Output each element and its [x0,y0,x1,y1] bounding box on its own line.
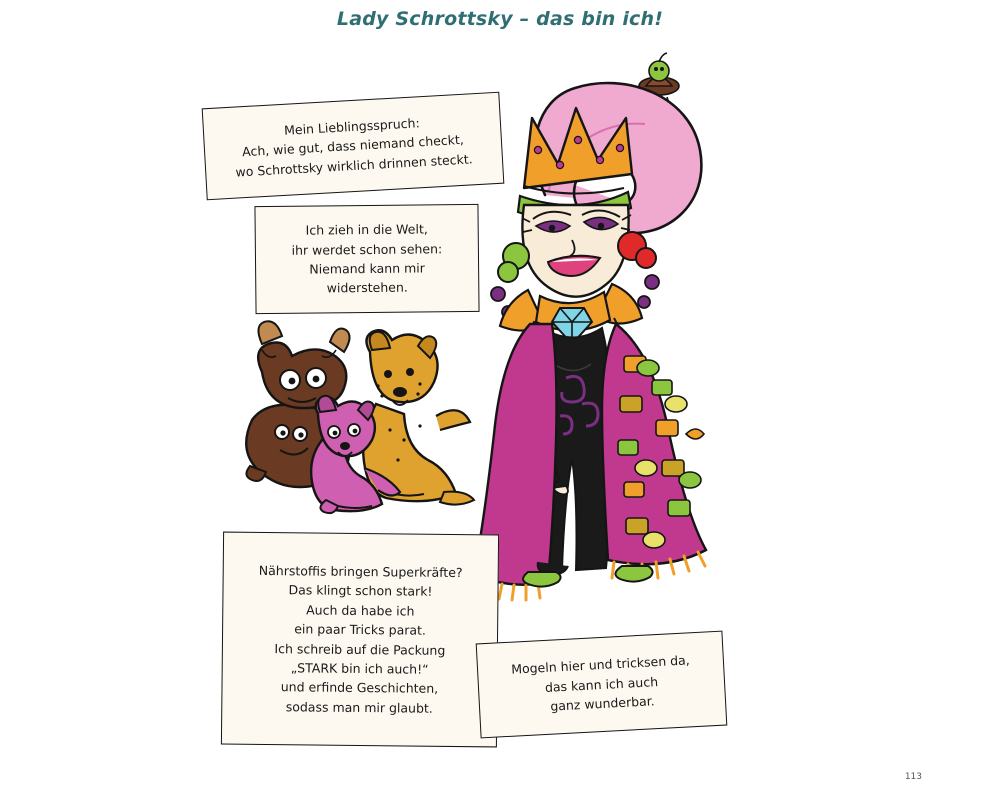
ear-decorations [491,232,659,318]
patterned-cape-right [602,324,706,580]
brown-monster-creature [246,321,349,488]
speech-text-mogeln: Mogeln hier und tricksen da, das kann ich auch ganz wunderbar. [510,652,691,714]
legs-and-shoes [523,562,653,587]
character-face [522,205,631,297]
orange-collar [500,284,642,331]
speech-box-mogeln [476,631,728,739]
candy-pattern [618,356,704,548]
speech-text-lieblingsspruch: Mein Lieblingsspruch: Ach, wie gut, dass niemand checkt, wo Schrottsky wirklich drinnen steckt. [235,115,474,180]
black-dress [528,328,612,570]
bird-on-hat [639,53,679,107]
speech-text-naehrstoffis: Nährstoffis bringen Superkräfte? Das klingt schon stark! Auch da habe ich ein paar Tricks parat. Ich schreib auf die Packung „STARK bin ich auch!“ und erfinde Geschichten, sodass man mir glaubt. [258,562,463,716]
head-band [518,192,631,221]
speech-box-welt [254,204,479,314]
page-number: 113 [904,772,922,782]
speech-box-naehrstoffis [221,532,499,748]
yellow-dog-creature [363,330,474,504]
jester-crown [524,108,632,194]
page-title: Lady Schrottsky – das bin ich! [336,8,664,30]
pink-dog-creature [311,396,400,513]
pink-swirl-hat [535,83,701,233]
speech-box-lieblingsspruch [202,92,505,200]
speech-text-welt: Ich zieh in die Welt, ihr werdet schon sehen: Niemand kann mir widerstehen. [291,221,443,296]
gem-pendant [552,308,592,344]
arms [521,318,631,494]
